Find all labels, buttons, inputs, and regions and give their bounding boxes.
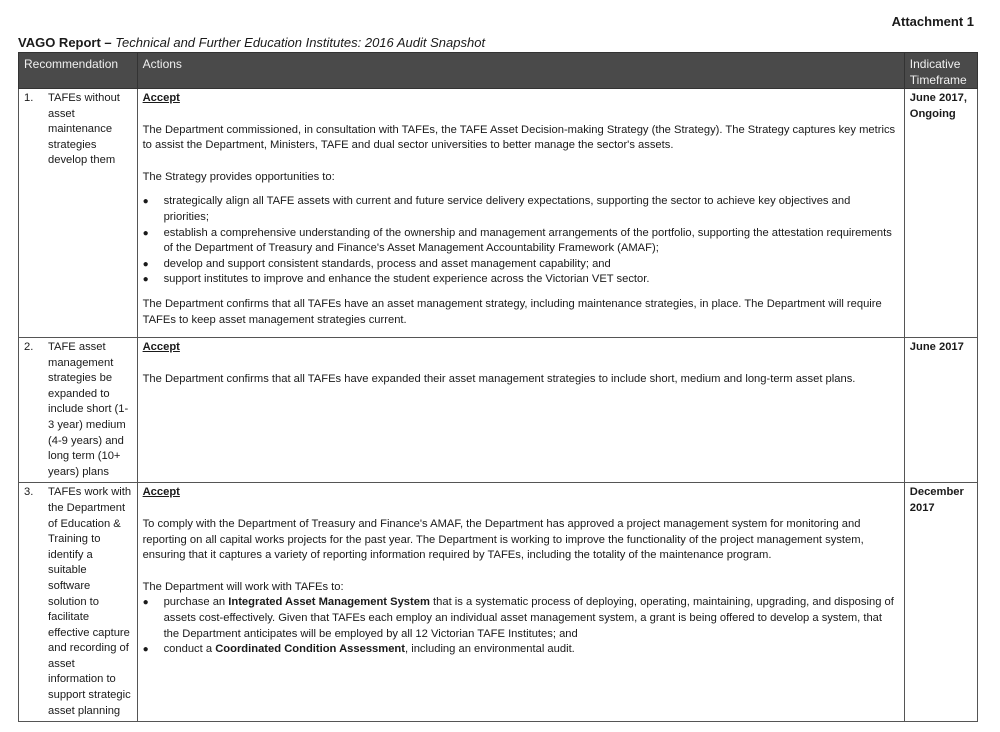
bullet-icon: ●	[142, 274, 149, 286]
recommendation-text: TAFE asset management strategies be expanded to include short (1-3 year) medium (4-9 years) and long term (10+ years) plans	[48, 341, 129, 478]
list-item: ● conduct a Coordinated Condition Assessment, including an environmental audit.	[143, 642, 899, 658]
recommendation-cell	[19, 338, 138, 483]
system-name: Integrated Asset Management System	[228, 596, 430, 609]
actions-cell	[137, 89, 904, 338]
header-timeframe: Indicative Timeframe	[904, 53, 977, 89]
action-paragraph: To comply with the Department of Treasury and Finance's AMAF, the Department has approved a project management system for monitoring and reporting on all capital works projects for the past year. The Department is working to improve the functionality of the project management system, ensuring that it captures a variety of reporting information required by TAFEs, including the totality of the maintenance program.	[142, 517, 864, 562]
timeframe-value: June 2017, Ongoing	[909, 92, 967, 120]
actions-cell	[137, 483, 904, 722]
timeframe-cell	[904, 89, 977, 338]
opportunities-list	[143, 194, 899, 288]
actions-cell	[137, 338, 904, 483]
list-item: ● support institutes to improve and enhance the student experience across the Victorian VET sector.	[143, 272, 899, 288]
timeframe-value: December 2017	[909, 486, 964, 514]
action-paragraph: The Department commissioned, in consultation with TAFEs, the TAFE Asset Decision-making Strategy (the Strategy). The Strategy captures key metrics to assist the Department, Ministers, TAFE and dual sector universities to better manage the sector's assets.	[142, 123, 896, 152]
list-item: ● purchase an Integrated Asset Management System that is a systematic process of deploying, operating, maintaining, upgrading, and disposing of assets cost-effectively. Given that TAFEs each employ an individual asset management system, a grant is being offered to develop a system, that the Department anticipates will be employed by all 12 Victorian TAFE Institutes; and	[142, 596, 894, 640]
table-row	[19, 89, 978, 338]
bullet-icon: ●	[142, 597, 149, 609]
header-recommendation: Recommendation	[19, 53, 138, 89]
action-paragraph: The Department confirms that all TAFEs have expanded their asset management strategies to include short, medium and long-term asset plans.	[142, 372, 856, 385]
assessment-name: Coordinated Condition Assessment	[215, 643, 405, 656]
recommendation-text: TAFEs work with the Department of Education & Training to identify a suitable software solution to facilitate effective capture and recording of asset information to support strategic asset planning	[48, 486, 132, 717]
title-report-name: VAGO Report –	[18, 35, 116, 50]
accept-label: Accept	[142, 92, 180, 104]
title-report-subtitle: Technical and Further Education Institutes: 2016 Audit Snapshot	[115, 35, 486, 50]
action-paragraph: The Department confirms that all TAFEs have an asset management strategy, including maintenance strategies, in place. The Department will require TAFEs to keep asset management strategies current.	[142, 297, 882, 326]
attachment-label: Attachment 1	[891, 14, 974, 29]
document-title	[18, 35, 485, 50]
accept-label: Accept	[142, 341, 180, 353]
list-item: ● establish a comprehensive understanding of the ownership and management arrangements of the portfolio, supporting the attestation requirements of the Department of Treasury and Finance's Asset Management Accountability Framework (AMAF);	[142, 226, 892, 255]
recommendation-cell	[19, 89, 138, 338]
timeframe-value: June 2017	[909, 341, 964, 353]
table-row	[19, 338, 978, 483]
recommendation-number: 3.	[24, 486, 34, 499]
timeframe-cell	[904, 483, 977, 722]
table-header-row	[19, 53, 978, 89]
list-item: ● develop and support consistent standards, process and asset management capability; and	[143, 257, 899, 273]
recommendation-number: 1.	[24, 92, 34, 104]
recommendations-table	[18, 52, 978, 722]
bullet-icon: ●	[142, 227, 149, 239]
recommendation-text: TAFEs without asset maintenance strategies develop them	[48, 92, 120, 167]
table-row	[19, 483, 978, 722]
work-with-tafes-list	[143, 595, 899, 657]
action-paragraph: The Strategy provides opportunities to:	[142, 170, 335, 183]
bullet-icon: ●	[142, 644, 149, 656]
bullet-icon: ●	[142, 196, 149, 208]
list-item: ● strategically align all TAFE assets with current and future service delivery expectations, supporting the sector to achieve key objectives and priorities;	[142, 195, 851, 223]
recommendation-cell	[19, 483, 138, 722]
recommendation-number: 2.	[24, 341, 34, 353]
timeframe-cell	[904, 338, 977, 483]
accept-label: Accept	[142, 486, 180, 499]
action-paragraph: The Department will work with TAFEs to:	[142, 580, 344, 593]
header-actions: Actions	[137, 53, 904, 89]
bullet-icon: ●	[142, 258, 149, 270]
